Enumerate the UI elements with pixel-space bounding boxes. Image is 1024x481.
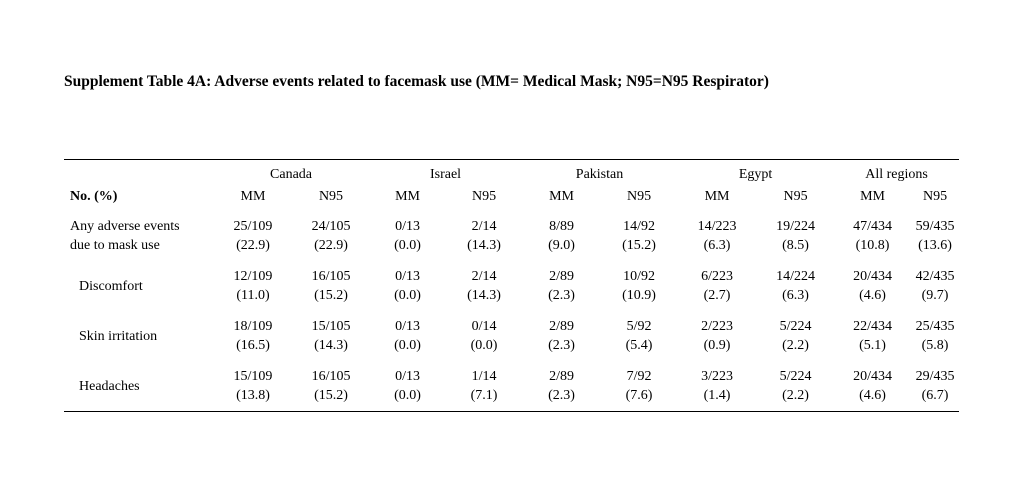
cell-count: 0/13 [395,269,420,284]
column-header: MM [704,189,730,204]
table-cell [213,311,293,361]
cell-percent: (0.0) [394,338,421,353]
column-header: N95 [471,189,497,204]
cell-count: 1/14 [471,369,497,384]
table-cell [677,361,757,412]
table-cell [446,311,522,361]
table-cell [369,211,446,261]
column-header: N95 [922,189,948,204]
row-label-line: Any adverse events [70,219,180,234]
cell-count: 59/435 [915,219,955,234]
cell-percent: (13.6) [918,238,952,253]
table-caption: Supplement Table 4A: Adverse events related to facemask use (MM= Medical Mask; N95=N95 Respirator) [64,73,769,90]
cell-percent: (6.3) [782,288,809,303]
table-cell [293,261,369,311]
cell-count: 0/13 [395,369,420,384]
cell-percent: (10.8) [855,238,890,253]
cell-count: 2/223 [701,319,733,334]
table-cell [677,211,757,261]
column-header: MM [860,189,885,204]
cell-count: 42/435 [915,269,955,284]
cell-percent: (16.5) [236,338,270,353]
cell-count: 2/89 [549,269,574,284]
table-cell [757,361,834,412]
cell-percent: (0.9) [703,338,731,353]
table-cell [601,361,677,412]
cell-count: 15/105 [311,319,351,334]
region-header-egypt: Egypt [677,160,834,188]
cell-count: 2/89 [549,369,574,384]
row-label [64,211,213,261]
region-header-israel: Israel [369,160,522,188]
table-cell [213,361,293,412]
cell-percent: (0.0) [470,338,498,353]
region-header-row [64,160,959,188]
cell-count: 2/89 [549,319,574,334]
cell-percent: (2.2) [782,338,809,353]
cell-percent: (15.2) [622,238,656,253]
table-row [64,311,959,361]
cell-percent: (2.7) [703,288,731,303]
cell-count: 0/13 [395,219,420,234]
row-label [64,361,213,412]
cell-count: 22/434 [853,319,892,334]
cell-count: 16/105 [311,269,351,284]
region-header-pakistan: Pakistan [522,160,677,188]
table-cell [522,361,601,412]
table-cell [601,211,677,261]
cell-percent: (22.9) [314,238,348,253]
table-cell [213,261,293,311]
cell-percent: (11.0) [236,288,270,303]
table-cell [834,211,911,261]
cell-percent: (13.8) [236,388,270,403]
table-cell [601,261,677,311]
cell-count: 20/434 [853,269,892,284]
cell-percent: (15.2) [314,288,348,303]
cell-percent: (2.2) [782,388,809,403]
column-header: MM [549,189,574,204]
cell-count: 3/223 [701,369,733,384]
cell-count: 47/434 [853,219,892,234]
cell-count: 29/435 [915,369,955,384]
cell-percent: (0.0) [394,388,421,403]
table-cell [293,361,369,412]
table-cell [757,261,834,311]
cell-count: 0/14 [471,319,497,334]
table-cell [834,261,911,311]
cell-percent: (2.3) [548,388,575,403]
cell-percent: (7.1) [470,388,498,403]
table-cell [677,311,757,361]
column-header: N95 [626,189,652,204]
cell-count: 12/109 [233,269,273,284]
row-label [64,261,213,311]
cell-count: 18/109 [233,319,273,334]
cell-percent: (15.2) [314,388,348,403]
table-cell [911,211,959,261]
cell-count: 14/92 [623,219,655,234]
cell-percent: (9.7) [921,288,949,303]
table-cell [293,211,369,261]
table-cell [911,261,959,311]
cell-count: 6/223 [701,269,733,284]
cell-count: 25/109 [233,219,273,234]
row-label [64,311,213,361]
cell-count: 14/224 [776,269,815,284]
column-header: MM [240,189,266,204]
table-cell [522,311,601,361]
table-row [64,211,959,261]
table-cell [446,261,522,311]
row-label-line: due to mask use [70,238,160,253]
cell-count: 19/224 [776,219,815,234]
cell-count: 25/435 [915,319,955,334]
cell-count: 5/224 [779,319,812,334]
table-row [64,361,959,412]
cell-count: 24/105 [311,219,351,234]
column-header: N95 [783,189,808,204]
cell-percent: (14.3) [314,338,348,353]
cell-count: 5/92 [626,319,652,334]
stub-header: No. (%) [70,189,118,204]
cell-percent: (5.1) [859,338,886,353]
table-cell [213,211,293,261]
region-header-all-regions: All regions [834,160,959,188]
column-header: MM [395,189,420,204]
table-cell [293,311,369,361]
table-row [64,261,959,311]
cell-percent: (10.9) [622,288,656,303]
cell-percent: (0.0) [394,288,421,303]
row-label-line: Discomfort [79,278,143,294]
cell-percent: (2.3) [548,338,575,353]
cell-percent: (5.8) [921,338,949,353]
cell-count: 2/14 [471,219,497,234]
table-cell [677,261,757,311]
table-cell [757,211,834,261]
table-cell [911,361,959,412]
cell-percent: (14.3) [467,288,501,303]
table-cell [369,361,446,412]
cell-percent: (14.3) [467,238,501,253]
cell-count: 15/109 [233,369,273,384]
row-label-line: Headaches [79,378,140,394]
cell-count: 0/13 [395,319,420,334]
cell-percent: (1.4) [703,388,731,403]
table-cell [446,361,522,412]
region-header-canada: Canada [213,160,369,188]
cell-percent: (4.6) [859,288,886,303]
table-cell [601,311,677,361]
cell-percent: (6.7) [921,388,949,403]
table-cell [522,261,601,311]
cell-count: 2/14 [471,269,497,284]
adverse-events-table [64,159,959,412]
stub-header-blank [64,160,213,188]
cell-percent: (5.4) [625,338,653,353]
cell-count: 20/434 [853,369,892,384]
cell-count: 7/92 [626,369,652,384]
cell-percent: (0.0) [394,238,421,253]
cell-count: 10/92 [623,269,655,284]
cell-percent: (8.5) [782,238,809,253]
table-cell [369,311,446,361]
table-cell [757,311,834,361]
cell-count: 16/105 [311,369,351,384]
cell-percent: (6.3) [703,238,731,253]
cell-percent: (22.9) [236,238,270,253]
table-cell [911,311,959,361]
table-body [64,211,959,412]
column-header: N95 [318,189,344,204]
table-cell [834,361,911,412]
cell-count: 8/89 [549,219,574,234]
table-cell [522,211,601,261]
cell-percent: (4.6) [859,388,886,403]
cell-percent: (9.0) [548,238,575,253]
cell-percent: (2.3) [548,288,575,303]
table-cell [446,211,522,261]
row-label-line: Skin irritation [79,328,158,344]
cell-count: 14/223 [697,219,737,234]
cell-count: 5/224 [779,369,812,384]
mask-type-header-row [64,187,959,211]
table-cell [369,261,446,311]
cell-percent: (7.6) [625,388,653,403]
table-cell [834,311,911,361]
